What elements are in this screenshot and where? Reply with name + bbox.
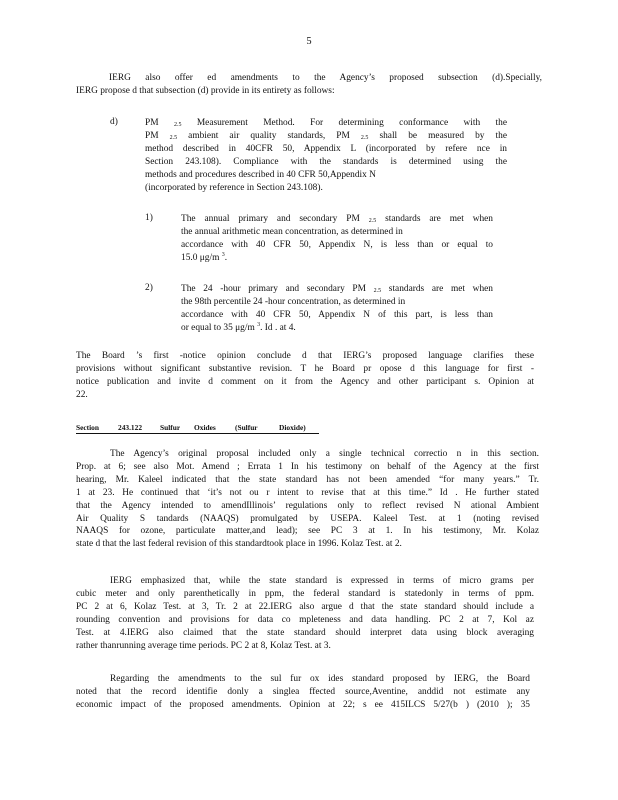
item-d-text: [145, 117, 507, 194]
list-label-d: d): [110, 117, 118, 127]
text-line: PM $_{2.5}$ Measurement Method. For determining conformance with the: [145, 118, 507, 128]
text-line: notice publication and invite d comment on it from the Agency and other participant s. Opinion at: [76, 376, 534, 387]
text-line: Prop. at 6; see also Mot. Amend ; Errata 1 In his testimony on behalf of the Agency at the first: [76, 461, 539, 472]
text-line: The 24 -hour primary and secondary PM $_{2.5}$ standards are met when: [181, 284, 493, 294]
text-line: rather thanrunning average time periods. PC 2 at 8, Kolaz Test. at 3.: [76, 640, 331, 651]
sub-item-2-text: [181, 283, 493, 335]
text-line: provisions without significant substantive revision. T he Board pr opose d this language for first -: [76, 363, 534, 374]
paragraph-amendments-regarding: [76, 673, 530, 712]
text-line: (incorporated by reference in Section 243.108).: [145, 182, 323, 193]
heading-word: Sulfur: [160, 423, 181, 432]
heading-word: Dioxide): [279, 423, 306, 432]
page-number: 5: [306, 36, 312, 47]
heading-word: (Sulfur: [235, 423, 258, 432]
text-line: accordance with 40 CFR 50, Appendix N, is less than or equal to: [181, 239, 493, 250]
text-line: The Board ’s first -notice opinion conclude d that IERG’s proposed language clarifies these: [76, 351, 534, 361]
intro-paragraph: [76, 72, 542, 98]
text-line: 15.0 μg/m $^3$.: [181, 251, 228, 263]
text-line: economic impact of the proposed amendments. Opinion at 22; s ee 415ILCS 5/27(b ) (2010 ); 35: [76, 699, 530, 710]
text-line: that the Agency intended to amendIllinois’ regulations only to reflect revised N ational Ambient: [76, 500, 539, 511]
text-line: PC 2 at 6, Kolaz Test. at 3, Tr. 2 at 22.IERG also argue d that the state standard should include a: [76, 601, 534, 612]
heading-word: Oxides: [194, 423, 216, 432]
text-line: Section 243.108). Compliance with the standards is determined using the: [145, 156, 507, 167]
text-line: method described in 40CFR 50, Appendix L (incorporated by refere nce in: [145, 143, 507, 154]
list-label-1: 1): [145, 213, 153, 223]
text-line: cubic meter and only parenthetically in ppm, the federal standard is statedonly in terms of ppm.: [76, 588, 534, 599]
text-line: NAAQS for ozone, particulate matter,and lead); see PC 3 at 1. In his testimony, Mr. Kolaz: [76, 526, 539, 537]
text-line: IERG also offer ed amendments to the Agency’s proposed subsection (d).Specially,: [109, 73, 542, 83]
text-line: rounding convention and provisions for data co mpleteness and data handling. PC 2 at 7, Kol az: [76, 614, 534, 625]
text-line: noted that the record identifie donly a singlea ffected source,Aventine, anddid not estimate any: [76, 686, 530, 697]
text-line: the annual arithmetic mean concentration, as determined in: [181, 226, 403, 237]
board-paragraph: [76, 350, 534, 402]
paragraph-ierg-emphasis: [76, 575, 534, 652]
text-line: The Agency’s original proposal included only a single technical correctio n in this section.: [110, 449, 539, 459]
text-line: 22.: [76, 389, 88, 400]
text-line: Regarding the amendments to the sul fur ox ides standard proposed by IERG, the Board: [110, 674, 530, 684]
text-line: or equal to 35 μg/m $^3$. Id . at 4.: [181, 321, 296, 333]
text-line: accordance with 40 CFR 50, Appendix N of this part, is less than: [181, 309, 493, 320]
text-line: Air Quality S tandards (NAAQS) promulgated by USEPA. Kaleel Test. at 1 (noting revised: [76, 513, 539, 524]
text-line: methods and procedures described in 40 CFR 50,Appendix N: [145, 169, 376, 180]
text-line: PM $_{2.5}$ ambient air quality standards, PM $_{2.5}$ shall be measured by the: [145, 130, 507, 141]
text-line: IERG emphasized that, while the state standard is expressed in terms of micro grams per: [110, 576, 534, 586]
heading-number: 243.122: [118, 423, 143, 432]
text-line: the 98th percentile 24 -hour concentration, as determined in: [181, 296, 406, 307]
text-line: The annual primary and secondary PM $_{2.5}$ standards are met when: [181, 214, 493, 224]
text-line: hearing, Mr. Kaleel indicated that the state standard has not been amended “for many years.” Tr.: [76, 474, 539, 485]
text-line: state d that the last federal revision of this standardtook place in 1996. Kolaz Test. at 2.: [76, 539, 402, 550]
section-heading: [76, 423, 319, 434]
text-line: 1 at 23. He continued that ‘it’s not ou r intent to revise that at this time.” Id . He further stated: [76, 487, 539, 498]
text-line: Test. at 4.IERG also claimed that the state standard should interpret data using block averaging: [76, 627, 534, 638]
list-label-2: 2): [145, 283, 153, 293]
paragraph-agency-proposal: [76, 448, 539, 551]
text-line: IERG propose d that subsection (d) provide in its entirety as follows:: [76, 85, 335, 96]
sub-item-1-text: [181, 213, 493, 265]
heading-section: Section: [76, 423, 99, 432]
